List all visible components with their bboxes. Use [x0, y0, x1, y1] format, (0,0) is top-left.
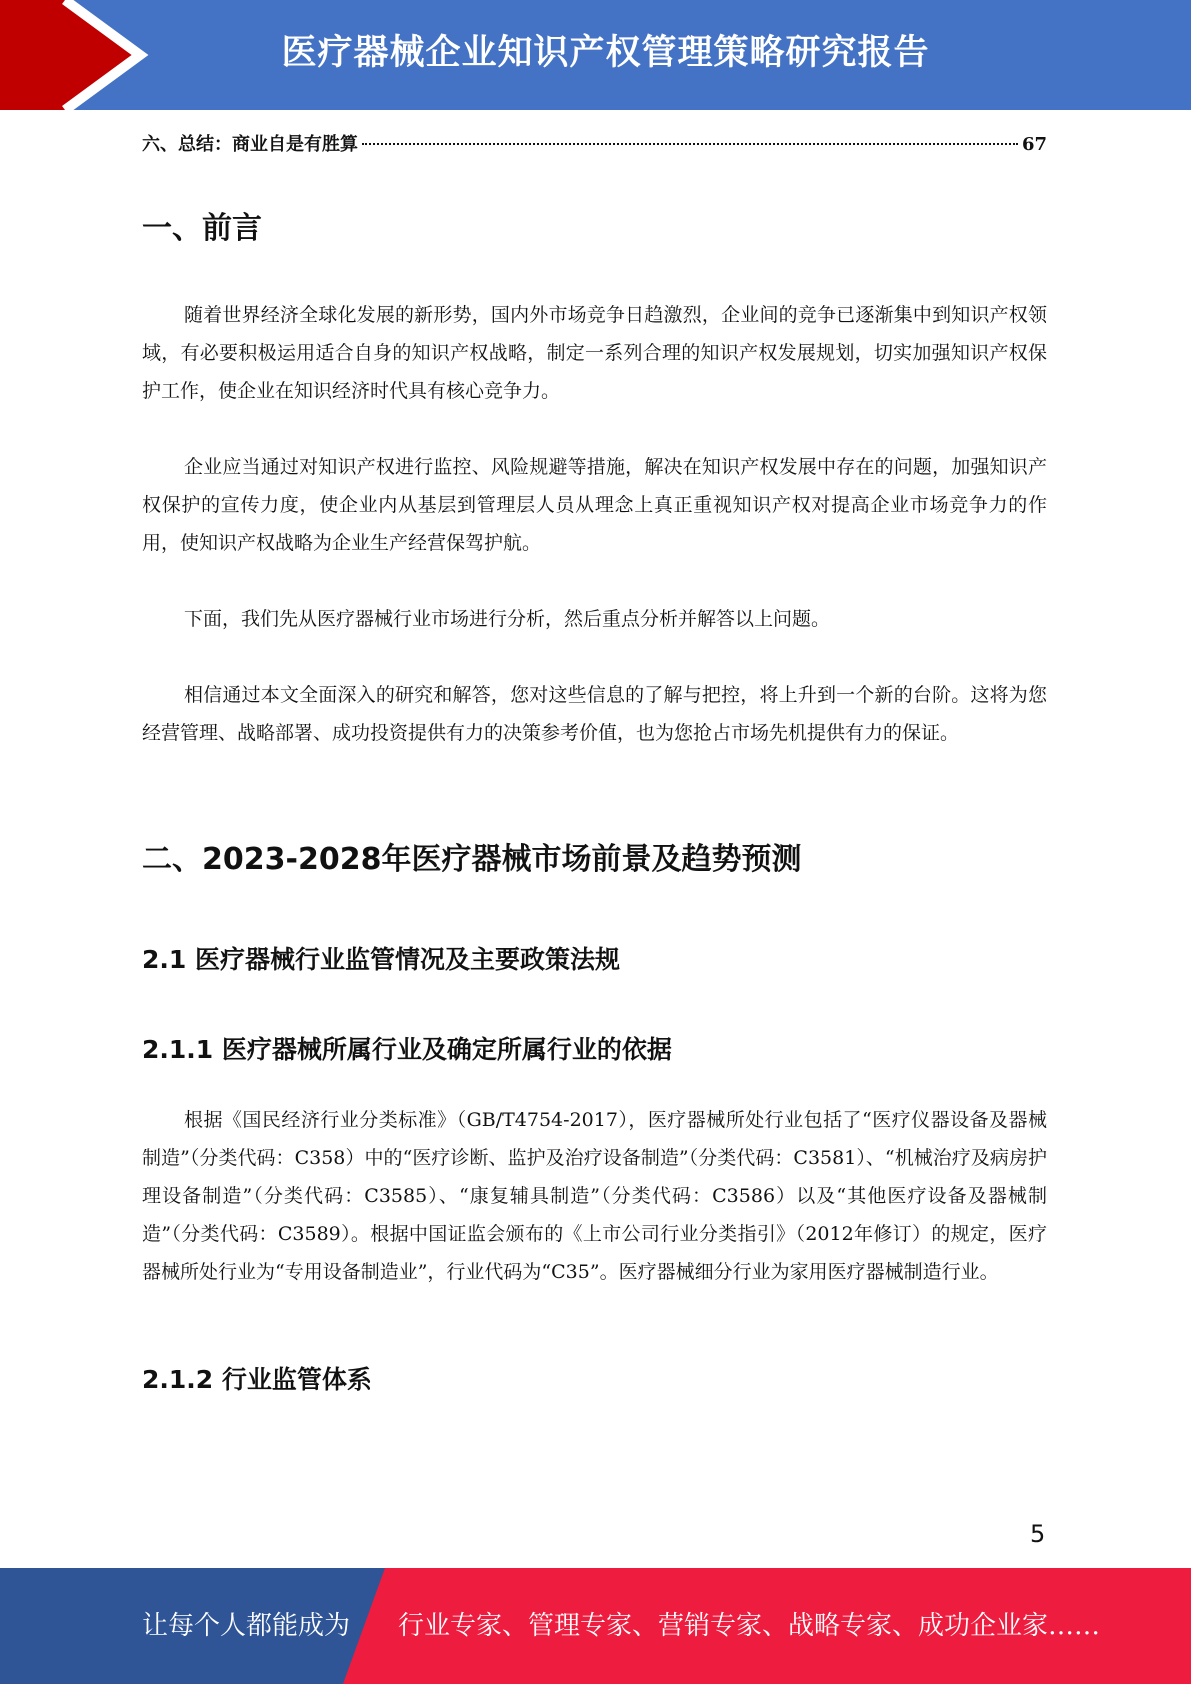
heading-2-1-2: 2.1.2 行业监管体系	[142, 1365, 372, 1394]
heading-2-1-1: 2.1.1 医疗器械所属行业及确定所属行业的依据	[142, 1035, 672, 1064]
page-header	[0, 0, 1191, 110]
intro-paragraph-2: 企业应当通过对知识产权进行监控、风险规避等措施，解决在知识产权发展中存在的问题，加强知识产权保护的宣传力度，使企业内从基层到管理层人员从理念上真正重视知识产权对提高企业市场竞争力的作用，使知识产权战略为企业生产经营保驾护航。	[142, 456, 1047, 554]
intro-paragraph-4: 相信通过本文全面深入的研究和解答，您对这些信息的了解与把控，将上升到一个新的台阶。这将为您经营管理、战略部署、成功投资提供有力的决策参考价值，也为您抢占市场先机提供有力的保证。	[142, 684, 1047, 744]
intro-paragraph-1: 随着世界经济全球化发展的新形势，国内外市场竞争日趋激烈，企业间的竞争已逐渐集中到知识产权领域，有必要积极运用适合自身的知识产权战略，制定一系列合理的知识产权发展规划，切实加强知识产权保护工作，使企业在知识经济时代具有核心竞争力。	[142, 304, 1047, 402]
page-number: 5	[1030, 1520, 1046, 1548]
page-footer	[0, 1568, 1191, 1684]
toc-entry-label: 六、总结：商业自是有胜算	[142, 134, 358, 155]
footer-slogan-right: 行业专家、管理专家、营销专家、战略专家、成功企业家……	[398, 1611, 1101, 1641]
report-title: 医疗器械企业知识产权管理策略研究报告	[281, 33, 930, 73]
intro-paragraph-3: 下面，我们先从医疗器械行业市场进行分析，然后重点分析并解答以上问题。	[184, 608, 831, 630]
heading-market-forecast: 二、2023-2028年医疗器械市场前景及趋势预测	[142, 842, 802, 877]
toc-dot-leader	[362, 143, 1018, 145]
toc-entry[interactable]	[142, 130, 1047, 160]
toc-entry-page: 67	[1021, 134, 1047, 155]
footer-slogan-left: 让每个人都能成为	[142, 1611, 351, 1641]
heading-2-1: 2.1 医疗器械行业监管情况及主要政策法规	[142, 945, 620, 974]
paragraph-2-1-1: 根据《国民经济行业分类标准》（GB/T4754-2017），医疗器械所处行业包括了“医疗仪器设备及器械制造”（分类代码：C358）中的“医疗诊断、监护及治疗设备制造”（分类代码：C3581）、“机械治疗及病房护理设备制造”（分类代码：C3585）、“康复辅具制造”（分类代码：C3586）以及“其他医疗设备及器械制造”（分类代码：C3589）。根据中国证监会颁布的《上市公司行业分类指引》（2012年修订）的规定，医疗器械所处行业为“专用设备制造业”，行业代码为“C35”。医疗器械细分行业为家用医疗器械制造行业。	[142, 1109, 1047, 1283]
heading-intro: 一、前言	[142, 211, 262, 246]
